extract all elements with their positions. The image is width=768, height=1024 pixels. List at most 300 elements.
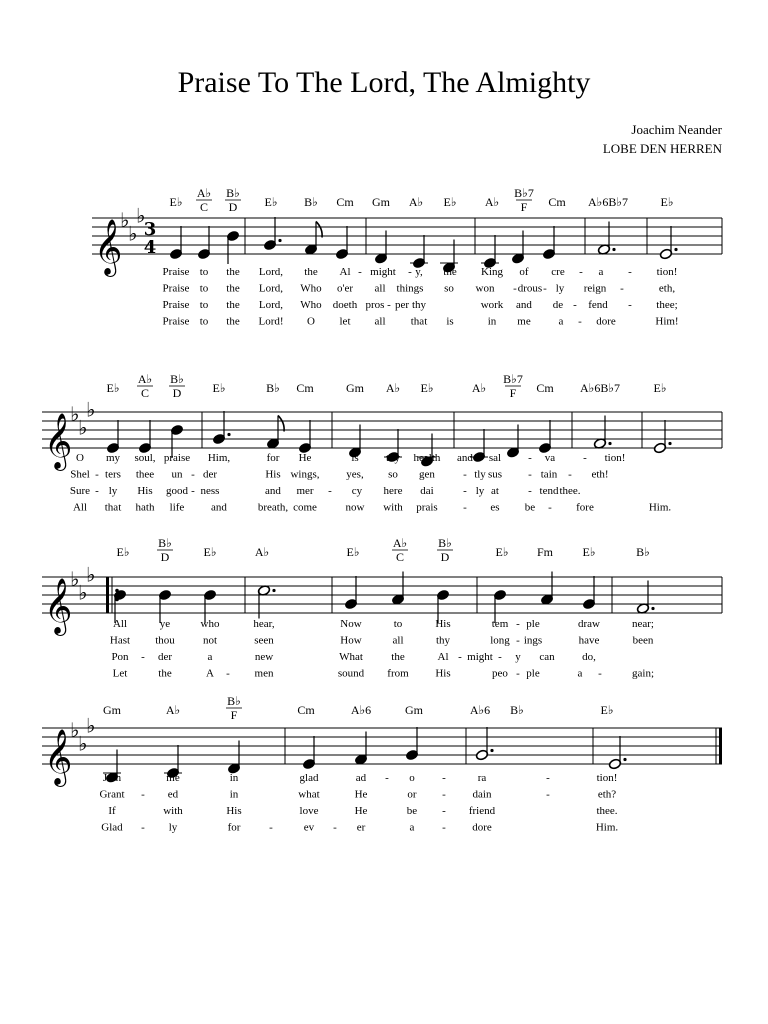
lyric-syllable: that: [104, 501, 122, 514]
lyric-syllable: reign: [583, 282, 607, 295]
song-title: Praise To The Lord, The Almighty: [177, 66, 591, 99]
lyric-syllable: fend: [588, 299, 608, 311]
lyric-syllable: der: [157, 651, 173, 663]
chord-symbol-bass: F: [520, 200, 528, 214]
lyric-syllable: tend: [539, 485, 559, 497]
lyric-syllable: tion!: [656, 266, 678, 278]
chord-symbol-bass: F: [230, 708, 238, 722]
lyric-syllable: cy: [351, 485, 363, 497]
lyric-syllable: -: [583, 452, 587, 464]
lyric-syllable: tem: [491, 618, 509, 630]
chord-symbol: Cm: [536, 381, 554, 395]
lyric-syllable: de: [552, 299, 564, 311]
treble-clef-icon: 𝄞: [44, 413, 73, 469]
lyric-syllable: thou: [155, 634, 175, 647]
lyric-syllable: thee.: [596, 805, 618, 817]
chord-symbol: B♭: [227, 694, 241, 708]
chord-symbol: Fm: [536, 545, 554, 559]
eighth-flag: [278, 416, 284, 432]
lyric-syllable: doeth: [332, 299, 358, 311]
lyric-syllable: come: [293, 501, 317, 514]
chord-symbol: Gm: [372, 195, 390, 209]
treble-clef-icon: 𝄞: [44, 729, 73, 785]
lyric-syllable: a: [558, 315, 564, 328]
lyric-syllable: -: [548, 501, 552, 514]
lyric-syllable: good: [166, 485, 188, 497]
chord-symbol: B♭7: [503, 372, 523, 386]
lyric-syllable: prais: [416, 501, 438, 514]
lyric-syllable: -: [528, 468, 532, 481]
lyric-syllable: and: [457, 452, 473, 464]
lyric-syllable: er: [356, 821, 366, 834]
lyric-syllable: all: [392, 634, 404, 647]
lyric-syllable: -: [528, 452, 532, 464]
augmentation-dot: [272, 589, 275, 592]
lyric-syllable: -: [95, 468, 99, 481]
lyric-syllable: near;: [632, 618, 654, 630]
key-flat-icon: ♭: [70, 567, 80, 591]
lyric-syllable: Join: [102, 772, 122, 784]
lyric-syllable: -: [141, 821, 145, 834]
lyric-syllable: -: [463, 501, 467, 514]
lyric-syllable: -: [578, 315, 582, 328]
lyric-syllable: -: [442, 788, 446, 801]
lyric-syllable: -: [141, 788, 145, 801]
augmentation-dot: [668, 442, 671, 445]
lyric-syllable: -: [385, 772, 389, 784]
lyric-syllable: is: [446, 315, 454, 328]
chord-symbol: B♭: [636, 545, 650, 559]
lyric-syllable: O: [76, 452, 84, 464]
lyric-syllable: Who: [300, 282, 322, 295]
lyric-syllable: ters: [105, 468, 121, 481]
lyric-syllable: ly: [555, 282, 565, 295]
key-flat-icon: ♭: [78, 580, 88, 605]
lyric-syllable: -: [442, 772, 446, 784]
lyric-syllable: draw: [578, 618, 600, 630]
key-flat-icon: ♭: [128, 221, 138, 246]
lyric-syllable: gen: [419, 468, 435, 481]
lyric-syllable: un: [171, 468, 183, 481]
lyric-syllable: with: [383, 501, 403, 514]
lyric-syllable: O: [307, 315, 315, 328]
lyric-syllable: the: [391, 651, 405, 663]
chord-symbol: E♭: [264, 195, 278, 209]
treble-clef-icon: 𝄞: [44, 578, 73, 634]
lyric-syllable: Hast: [109, 634, 131, 647]
lyric-syllable: that: [410, 315, 428, 328]
lyric-syllable: to: [199, 315, 209, 328]
chord-symbol: E♭: [203, 545, 217, 559]
lyric-syllable: -: [516, 667, 520, 680]
lyric-syllable: for: [266, 452, 280, 464]
lyric-syllable: Shel: [70, 468, 90, 481]
lyric-syllable: tly: [474, 468, 486, 481]
lyric-syllable: ev: [303, 821, 315, 834]
lyric-syllable: ness: [200, 485, 220, 497]
lyric-syllable: let: [339, 315, 351, 328]
lyric-syllable: dore: [472, 821, 492, 834]
chord-symbol: B♭: [158, 536, 172, 550]
augmentation-dot: [612, 248, 615, 251]
lyric-syllable: to: [199, 282, 209, 295]
lyric-syllable: thee;: [656, 299, 678, 311]
chord-symbol: A♭6B♭7: [580, 381, 620, 395]
lyric-syllable: dain: [472, 788, 492, 801]
lyric-syllable: drous: [517, 282, 543, 295]
chord-symbol: B♭: [226, 186, 240, 200]
lyric-syllable: and: [211, 501, 227, 514]
lyric-syllable: Grant: [99, 788, 125, 801]
chord-symbol-bass: D: [172, 386, 182, 400]
lyric-syllable: or: [407, 788, 417, 801]
lyric-syllable: Glad: [101, 821, 123, 834]
lyric-syllable: can: [539, 651, 555, 663]
lyric-syllable: ra: [477, 772, 487, 784]
augmentation-dot: [623, 758, 626, 761]
lyric-syllable: -: [333, 821, 337, 834]
chord-symbol: A♭: [471, 381, 487, 395]
chord-symbol: B♭: [510, 703, 524, 717]
chord-symbol: B♭: [304, 195, 318, 209]
treble-clef-icon: 𝄞: [94, 219, 123, 275]
key-flat-icon: ♭: [86, 713, 96, 738]
chord-symbol: A♭: [254, 545, 270, 559]
lyric-syllable: in: [487, 315, 497, 328]
lyric-syllable: How: [340, 634, 362, 647]
lyric-syllable: is: [351, 452, 359, 464]
lyric-syllable: His: [137, 485, 153, 497]
chord-symbol: Cm: [297, 703, 315, 717]
lyric-syllable: -: [95, 485, 99, 497]
lyric-syllable: per: [394, 299, 410, 311]
lyric-syllable: All: [72, 501, 88, 514]
lyric-syllable: He: [354, 788, 368, 801]
lyric-syllable: peo: [492, 667, 508, 680]
lyric-syllable: to: [199, 266, 209, 278]
augmentation-dot: [651, 607, 654, 610]
chord-symbol: E♭: [106, 381, 120, 395]
lyric-syllable: Praise: [162, 315, 190, 328]
lyric-syllable: and: [265, 485, 281, 497]
repeat-bar-thick: [106, 577, 109, 613]
chord-symbol: Cm: [336, 195, 354, 209]
lyric-syllable: all: [374, 282, 386, 295]
chord-symbol: Gm: [103, 703, 121, 717]
chord-symbol-bass: C: [199, 200, 209, 214]
lyric-syllable: here: [383, 485, 403, 497]
lyric-syllable: -: [516, 634, 520, 647]
lyric-syllable: the: [304, 266, 318, 278]
lyric-syllable: ple: [526, 667, 540, 680]
lyric-syllable: Him,: [207, 452, 231, 464]
lyric-syllable: -: [568, 468, 572, 481]
lyric-syllable: -: [516, 618, 520, 630]
chord-symbol: A♭: [408, 195, 424, 209]
lyric-syllable: mer: [296, 485, 314, 497]
lyric-syllable: -: [226, 667, 230, 680]
lyric-syllable: Sure: [69, 485, 91, 497]
lyric-syllable: -: [191, 485, 195, 497]
lyric-syllable: the: [443, 266, 457, 278]
eighth-flag: [316, 222, 322, 238]
lyric-syllable: to: [393, 618, 403, 630]
lyric-syllable: -: [546, 772, 550, 784]
chord-symbol: E♭: [169, 195, 183, 209]
lyric-syllable: ly: [108, 485, 118, 497]
lyric-syllable: me: [166, 772, 180, 784]
lyric-syllable: What: [339, 651, 363, 663]
lyric-syllable: -: [573, 299, 577, 311]
lyric-syllable: the: [226, 282, 240, 295]
lyric-syllable: love: [299, 805, 319, 817]
lyric-syllable: fore: [576, 501, 594, 514]
chord-symbol-bass: D: [160, 550, 170, 564]
key-flat-icon: ♭: [78, 415, 88, 440]
lyric-syllable: and: [516, 299, 532, 311]
lyric-syllable: the: [226, 315, 240, 328]
lyric-syllable: now: [345, 501, 365, 514]
lyric-syllable: es: [490, 501, 500, 514]
lyric-syllable: sal: [488, 452, 502, 464]
lyric-syllable: been: [632, 634, 654, 647]
lyric-syllable: in: [229, 788, 239, 801]
chord-symbol: A♭: [196, 186, 212, 200]
key-flat-icon: ♭: [120, 208, 130, 232]
lyric-syllable: A: [206, 667, 214, 680]
lyric-syllable: ple: [526, 618, 540, 630]
lyric-syllable: do,: [582, 651, 596, 663]
lyric-syllable: in: [229, 772, 239, 784]
chord-symbol: E♭: [600, 703, 614, 717]
time-signature-bottom: 4: [143, 237, 157, 258]
augmentation-dot: [490, 749, 493, 752]
lyric-syllable: His: [435, 667, 451, 680]
chord-symbol: E♭: [660, 195, 674, 209]
lyric-syllable: -: [141, 651, 145, 663]
lyric-syllable: If: [108, 805, 116, 817]
lyric-syllable: ings: [523, 634, 543, 647]
lyric-syllable: the: [226, 266, 240, 278]
lyric-syllable: who: [200, 618, 220, 630]
lyric-syllable: gain;: [632, 667, 654, 680]
key-flat-icon: ♭: [70, 718, 80, 742]
lyric-syllable: a: [409, 821, 415, 834]
chord-symbol-bass: C: [140, 386, 150, 400]
lyric-syllable: -: [620, 282, 624, 295]
lyric-syllable: All: [112, 618, 128, 630]
tune-name: LOBE DEN HERREN: [602, 141, 722, 156]
lyric-syllable: -: [543, 282, 547, 295]
lyric-syllable: -: [528, 485, 532, 497]
lyric-syllable: -: [598, 667, 602, 680]
lyric-syllable: hath: [135, 501, 155, 514]
chord-symbol: E♭: [495, 545, 509, 559]
chord-symbol: E♭: [582, 545, 596, 559]
lyric-syllable: o'er: [336, 282, 354, 295]
chord-symbol: E♭: [420, 381, 434, 395]
lyric-syllable: at: [491, 485, 499, 497]
lyric-syllable: Now: [340, 618, 362, 630]
lyric-syllable: long: [490, 634, 510, 647]
lyric-syllable: -: [191, 468, 195, 481]
lyric-syllable: for: [227, 821, 241, 834]
lyric-syllable: my: [105, 452, 121, 464]
lyric-syllable: pros: [365, 299, 385, 311]
chord-symbol-bass: F: [509, 386, 517, 400]
lyric-syllable: -: [628, 299, 632, 311]
lyric-syllable: eth!: [591, 468, 609, 481]
lyric-syllable: friend: [468, 805, 496, 817]
lyric-syllable: things: [396, 282, 424, 295]
lyric-syllable: -: [328, 485, 332, 497]
lyric-syllable: Praise: [162, 299, 190, 311]
lyric-syllable: -: [579, 266, 583, 278]
lyric-syllable: eth?: [597, 788, 617, 801]
chord-symbol: Cm: [548, 195, 566, 209]
lyric-syllable: va: [544, 452, 556, 464]
chord-symbol-bass: D: [440, 550, 450, 564]
lyric-syllable: ad: [355, 772, 367, 784]
lyric-syllable: Lord,: [258, 282, 284, 295]
lyric-syllable: to: [199, 299, 209, 311]
chord-symbol: A♭6: [469, 703, 491, 717]
chord-symbol: A♭: [137, 372, 153, 386]
lyric-syllable: sus: [487, 468, 503, 481]
lyric-syllable: be: [406, 805, 418, 817]
lyric-syllable: He: [354, 805, 368, 817]
lyric-syllable: thee: [135, 468, 155, 481]
chord-symbol: A♭: [484, 195, 500, 209]
key-flat-icon: ♭: [86, 397, 96, 422]
lyric-syllable: thy: [435, 634, 451, 647]
lyric-syllable: ed: [167, 788, 179, 801]
lyric-syllable: of: [519, 266, 529, 278]
chord-symbol: E♭: [212, 381, 226, 395]
lyric-syllable: might: [467, 651, 493, 663]
lyric-syllable: a: [207, 651, 213, 663]
lyric-syllable: all: [374, 315, 386, 328]
lyric-syllable: Him!: [655, 315, 679, 328]
lyric-syllable: health: [413, 452, 441, 464]
lyric-syllable: glad: [299, 772, 319, 784]
lyric-syllable: -: [269, 821, 273, 834]
lyric-syllable: me: [517, 315, 531, 328]
lyric-syllable: -: [463, 485, 467, 497]
lyric-syllable: sound: [337, 667, 365, 680]
chord-symbol: A♭: [165, 703, 181, 717]
chord-symbol: E♭: [653, 381, 667, 395]
lyric-syllable: what: [298, 788, 320, 801]
lyric-syllable: dore: [596, 315, 616, 328]
lyric-syllable: the: [158, 667, 172, 680]
lyric-syllable: o: [409, 772, 415, 784]
chord-symbol-bass: C: [395, 550, 405, 564]
lyric-syllable: have: [578, 634, 600, 647]
lyric-syllable: life: [169, 501, 185, 514]
lyric-syllable: -: [442, 821, 446, 834]
augmentation-dot: [674, 248, 677, 251]
chord-symbol: B♭: [438, 536, 452, 550]
lyric-syllable: -: [498, 651, 502, 663]
lyric-syllable: a: [598, 266, 604, 278]
lyric-syllable: yes,: [346, 468, 364, 481]
lyric-syllable: Al: [437, 651, 449, 663]
lyric-syllable: ly: [168, 821, 178, 834]
chord-symbol: E♭: [443, 195, 457, 209]
lyric-syllable: the: [226, 299, 240, 311]
lyric-syllable: new: [254, 651, 274, 663]
lyric-syllable: King: [481, 266, 503, 278]
lyric-syllable: -: [458, 651, 462, 663]
lyric-syllable: y: [515, 651, 521, 663]
lyric-syllable: Pon: [111, 651, 129, 663]
lyric-syllable: tain: [540, 468, 558, 481]
lyric-syllable: -: [628, 266, 632, 278]
lyric-syllable: not: [202, 634, 218, 647]
lyric-syllable: Lord,: [258, 266, 284, 278]
composer-credit: Joachim Neander: [631, 122, 722, 137]
lyric-syllable: -: [358, 266, 362, 278]
lyric-syllable: -: [442, 805, 446, 817]
chord-symbol-bass: D: [228, 200, 238, 214]
lyric-syllable: Him.: [595, 821, 619, 834]
lyric-syllable: hear,: [253, 618, 275, 630]
chord-symbol: B♭: [266, 381, 280, 395]
lyric-syllable: Lord,: [258, 299, 284, 311]
time-signature-top: 3: [143, 219, 157, 240]
key-flat-icon: ♭: [136, 203, 146, 228]
lyric-syllable: His: [435, 618, 451, 630]
chord-symbol: E♭: [346, 545, 360, 559]
chord-symbol: A♭: [385, 381, 401, 395]
lyric-syllable: His: [226, 805, 242, 817]
lyric-syllable: -: [408, 266, 412, 278]
final-barline-thick: [719, 728, 722, 764]
chord-symbol: B♭7: [514, 186, 534, 200]
lyric-syllable: men: [254, 667, 274, 680]
lyric-syllable: Who: [300, 299, 322, 311]
chord-symbol: A♭6: [350, 703, 372, 717]
lyric-syllable: seen: [254, 634, 274, 647]
lyric-syllable: ly: [475, 485, 485, 497]
key-flat-icon: ♭: [86, 562, 96, 587]
lyric-syllable: -: [546, 788, 550, 801]
lyric-syllable: wings,: [290, 468, 320, 481]
lyric-syllable: -: [387, 299, 391, 311]
lyric-syllable: y,: [415, 266, 423, 278]
lyric-syllable: His: [265, 468, 281, 481]
lyric-syllable: might: [370, 266, 396, 278]
lyric-syllable: eth,: [658, 282, 676, 295]
chord-symbol: A♭6B♭7: [588, 195, 628, 209]
lyric-syllable: soul,: [134, 452, 156, 464]
lyric-syllable: Lord!: [258, 315, 284, 328]
lyric-syllable: Al: [339, 266, 351, 278]
lyric-syllable: Praise: [162, 266, 190, 278]
augmentation-dot: [227, 433, 230, 436]
key-flat-icon: ♭: [70, 402, 80, 426]
lyric-syllable: dai: [420, 485, 434, 497]
lyric-syllable: work: [480, 299, 504, 311]
lyric-syllable: so: [444, 282, 454, 295]
lyric-syllable: thy: [411, 299, 427, 311]
lyric-syllable: a: [577, 667, 583, 680]
augmentation-dot: [278, 239, 281, 242]
chord-symbol: B♭: [170, 372, 184, 386]
lyric-syllable: praise: [163, 452, 191, 464]
chord-symbol: Gm: [405, 703, 423, 717]
